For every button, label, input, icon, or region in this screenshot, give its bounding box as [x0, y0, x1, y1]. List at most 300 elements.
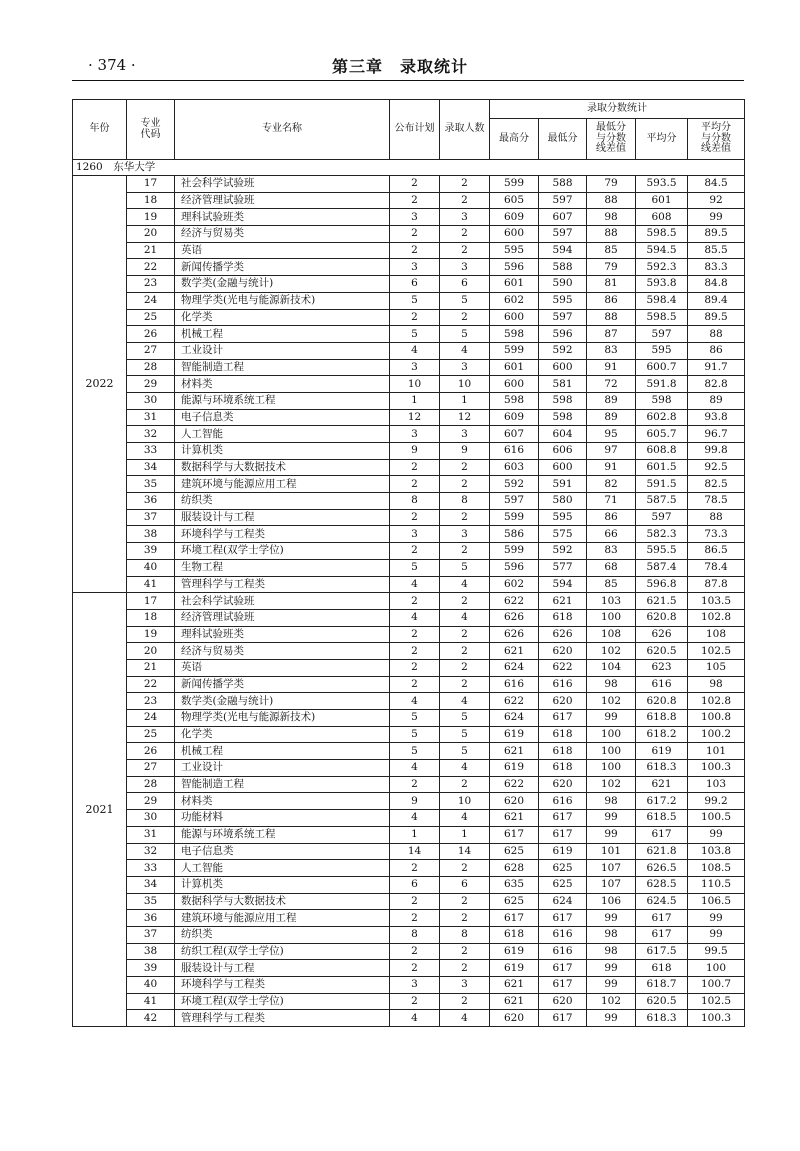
min-diff-cell: 79	[587, 176, 636, 193]
col-avg-diff: 平均分 与分数 线差值	[688, 119, 745, 160]
min-score-cell: 618	[539, 609, 587, 626]
max-score-cell: 586	[490, 526, 539, 543]
table-row	[73, 977, 745, 994]
table-row	[73, 943, 745, 960]
avg-diff-cell: 102.5	[688, 643, 745, 660]
code-cell: 34	[127, 876, 175, 893]
max-score-cell: 601	[490, 359, 539, 376]
code-cell: 26	[127, 743, 175, 760]
min-diff-cell: 83	[587, 342, 636, 359]
plan-cell: 1	[390, 826, 440, 843]
major-name-cell: 材料类	[175, 376, 390, 393]
plan-cell: 4	[390, 609, 440, 626]
code-cell: 23	[127, 693, 175, 710]
avg-score-cell: 620.8	[636, 609, 688, 626]
avg-score-cell: 616	[636, 676, 688, 693]
plan-cell: 2	[390, 893, 440, 910]
major-name-cell: 功能材料	[175, 810, 390, 827]
avg-diff-cell: 99	[688, 926, 745, 943]
max-score-cell: 600	[490, 309, 539, 326]
code-cell: 31	[127, 409, 175, 426]
avg-score-cell: 617.5	[636, 943, 688, 960]
avg-score-cell: 618.3	[636, 760, 688, 777]
avg-diff-cell: 100.5	[688, 810, 745, 827]
major-name-cell: 数学类(金融与统计)	[175, 276, 390, 293]
avg-diff-cell: 100.2	[688, 726, 745, 743]
avg-diff-cell: 99	[688, 209, 745, 226]
major-name-cell: 环境工程(双学士学位)	[175, 993, 390, 1010]
min-diff-cell: 98	[587, 209, 636, 226]
plan-cell: 4	[390, 342, 440, 359]
avg-diff-cell: 85.5	[688, 242, 745, 259]
max-score-cell: 635	[490, 876, 539, 893]
code-cell: 18	[127, 192, 175, 209]
min-diff-cell: 102	[587, 643, 636, 660]
min-diff-cell: 85	[587, 242, 636, 259]
table-row	[73, 710, 745, 727]
plan-cell: 9	[390, 443, 440, 460]
min-diff-cell: 99	[587, 977, 636, 994]
avg-diff-cell: 73.3	[688, 526, 745, 543]
avg-diff-cell: 87.8	[688, 576, 745, 593]
avg-score-cell: 621.8	[636, 843, 688, 860]
major-name-cell: 生物工程	[175, 559, 390, 576]
max-score-cell: 600	[490, 376, 539, 393]
max-score-cell: 616	[490, 676, 539, 693]
avg-diff-cell: 78.4	[688, 559, 745, 576]
plan-cell: 5	[390, 559, 440, 576]
major-name-cell: 纺织工程(双学士学位)	[175, 943, 390, 960]
major-name-cell: 数据科学与大数据技术	[175, 893, 390, 910]
admitted-cell: 5	[440, 743, 490, 760]
plan-cell: 2	[390, 676, 440, 693]
avg-diff-cell: 78.5	[688, 493, 745, 510]
plan-cell: 4	[390, 810, 440, 827]
table-row	[73, 426, 745, 443]
min-diff-cell: 86	[587, 292, 636, 309]
avg-score-cell: 608	[636, 209, 688, 226]
major-name-cell: 智能制造工程	[175, 776, 390, 793]
max-score-cell: 596	[490, 259, 539, 276]
avg-diff-cell: 89.5	[688, 309, 745, 326]
code-cell: 18	[127, 609, 175, 626]
table-row	[73, 826, 745, 843]
admitted-cell: 12	[440, 409, 490, 426]
major-name-cell: 人工智能	[175, 426, 390, 443]
min-diff-cell: 86	[587, 509, 636, 526]
admission-score-table	[72, 99, 745, 1027]
avg-score-cell: 595	[636, 342, 688, 359]
min-diff-cell: 68	[587, 559, 636, 576]
major-name-cell: 物理学类(光电与能源新技术)	[175, 292, 390, 309]
code-cell: 22	[127, 676, 175, 693]
col-code: 专业 代码	[127, 100, 175, 160]
min-score-cell: 577	[539, 559, 587, 576]
major-name-cell: 理科试验班类	[175, 209, 390, 226]
plan-cell: 4	[390, 760, 440, 777]
avg-diff-cell: 101	[688, 743, 745, 760]
plan-cell: 3	[390, 209, 440, 226]
max-score-cell: 624	[490, 659, 539, 676]
avg-score-cell: 619	[636, 743, 688, 760]
plan-cell: 2	[390, 309, 440, 326]
max-score-cell: 621	[490, 810, 539, 827]
code-cell: 20	[127, 643, 175, 660]
avg-score-cell: 591.5	[636, 476, 688, 493]
max-score-cell: 620	[490, 1010, 539, 1027]
admitted-cell: 4	[440, 1010, 490, 1027]
min-diff-cell: 87	[587, 326, 636, 343]
min-score-cell: 624	[539, 893, 587, 910]
table-row	[73, 609, 745, 626]
avg-score-cell: 628.5	[636, 876, 688, 893]
code-cell: 31	[127, 826, 175, 843]
plan-cell: 2	[390, 860, 440, 877]
min-diff-cell: 88	[587, 309, 636, 326]
plan-cell: 6	[390, 276, 440, 293]
min-diff-cell: 99	[587, 960, 636, 977]
table-row	[73, 209, 745, 226]
col-avg: 平均分	[636, 119, 688, 160]
min-score-cell: 597	[539, 309, 587, 326]
col-min-diff: 最低分 与分数 线差值	[587, 119, 636, 160]
admitted-cell: 6	[440, 276, 490, 293]
admitted-cell: 5	[440, 559, 490, 576]
max-score-cell: 598	[490, 392, 539, 409]
table-row	[73, 576, 745, 593]
admitted-cell: 5	[440, 710, 490, 727]
min-score-cell: 618	[539, 726, 587, 743]
max-score-cell: 619	[490, 726, 539, 743]
code-cell: 28	[127, 359, 175, 376]
min-score-cell: 617	[539, 960, 587, 977]
table-row	[73, 409, 745, 426]
max-score-cell: 599	[490, 176, 539, 193]
min-diff-cell: 100	[587, 609, 636, 626]
code-cell: 25	[127, 309, 175, 326]
plan-cell: 1	[390, 392, 440, 409]
avg-diff-cell: 93.8	[688, 409, 745, 426]
max-score-cell: 625	[490, 843, 539, 860]
col-admitted: 录取人数	[440, 100, 490, 160]
plan-cell: 3	[390, 259, 440, 276]
plan-cell: 2	[390, 943, 440, 960]
plan-cell: 4	[390, 693, 440, 710]
major-name-cell: 经济与贸易类	[175, 226, 390, 243]
min-diff-cell: 91	[587, 359, 636, 376]
table-row	[73, 459, 745, 476]
min-diff-cell: 95	[587, 426, 636, 443]
avg-diff-cell: 108	[688, 626, 745, 643]
code-cell: 32	[127, 426, 175, 443]
min-score-cell: 596	[539, 326, 587, 343]
min-score-cell: 617	[539, 977, 587, 994]
min-score-cell: 588	[539, 259, 587, 276]
code-cell: 41	[127, 576, 175, 593]
avg-score-cell: 595.5	[636, 543, 688, 560]
min-score-cell: 616	[539, 793, 587, 810]
avg-score-cell: 598	[636, 392, 688, 409]
code-cell: 37	[127, 926, 175, 943]
min-diff-cell: 98	[587, 676, 636, 693]
plan-cell: 2	[390, 543, 440, 560]
admitted-cell: 4	[440, 693, 490, 710]
admitted-cell: 2	[440, 593, 490, 610]
avg-diff-cell: 102.8	[688, 609, 745, 626]
min-score-cell: 620	[539, 693, 587, 710]
max-score-cell: 620	[490, 793, 539, 810]
avg-diff-cell: 99.2	[688, 793, 745, 810]
max-score-cell: 599	[490, 342, 539, 359]
avg-score-cell: 620.5	[636, 993, 688, 1010]
code-cell: 40	[127, 977, 175, 994]
table-row	[73, 326, 745, 343]
max-score-cell: 607	[490, 426, 539, 443]
code-cell: 34	[127, 459, 175, 476]
avg-score-cell: 596.8	[636, 576, 688, 593]
table-row	[73, 743, 745, 760]
admitted-cell: 4	[440, 342, 490, 359]
min-diff-cell: 101	[587, 843, 636, 860]
min-diff-cell: 100	[587, 726, 636, 743]
year-cell: 2021	[73, 593, 127, 1027]
avg-score-cell: 617	[636, 826, 688, 843]
avg-diff-cell: 86.5	[688, 543, 745, 560]
table-row	[73, 876, 745, 893]
major-name-cell: 智能制造工程	[175, 359, 390, 376]
major-name-cell: 经济管理试验班	[175, 192, 390, 209]
code-cell: 38	[127, 943, 175, 960]
avg-score-cell: 594.5	[636, 242, 688, 259]
min-diff-cell: 98	[587, 793, 636, 810]
admitted-cell: 2	[440, 659, 490, 676]
plan-cell: 9	[390, 793, 440, 810]
table-row	[73, 910, 745, 927]
table-row	[73, 860, 745, 877]
avg-score-cell: 592.3	[636, 259, 688, 276]
plan-cell: 10	[390, 376, 440, 393]
avg-score-cell: 587.5	[636, 493, 688, 510]
min-score-cell: 619	[539, 843, 587, 860]
avg-diff-cell: 88	[688, 509, 745, 526]
min-score-cell: 597	[539, 192, 587, 209]
table-row	[73, 559, 745, 576]
code-cell: 39	[127, 960, 175, 977]
avg-diff-cell: 82.8	[688, 376, 745, 393]
avg-diff-cell: 91.7	[688, 359, 745, 376]
min-score-cell: 588	[539, 176, 587, 193]
plan-cell: 4	[390, 576, 440, 593]
table-row	[73, 893, 745, 910]
code-cell: 29	[127, 376, 175, 393]
avg-diff-cell: 100.3	[688, 1010, 745, 1027]
code-cell: 39	[127, 543, 175, 560]
major-name-cell: 化学类	[175, 309, 390, 326]
plan-cell: 5	[390, 743, 440, 760]
max-score-cell: 599	[490, 543, 539, 560]
plan-cell: 3	[390, 526, 440, 543]
max-score-cell: 617	[490, 910, 539, 927]
admitted-cell: 4	[440, 576, 490, 593]
avg-diff-cell: 110.5	[688, 876, 745, 893]
avg-diff-cell: 88	[688, 326, 745, 343]
admitted-cell: 2	[440, 626, 490, 643]
min-diff-cell: 85	[587, 576, 636, 593]
min-score-cell: 590	[539, 276, 587, 293]
min-score-cell: 622	[539, 659, 587, 676]
major-name-cell: 能源与环境系统工程	[175, 826, 390, 843]
avg-score-cell: 600.7	[636, 359, 688, 376]
avg-diff-cell: 103.8	[688, 843, 745, 860]
admitted-cell: 4	[440, 760, 490, 777]
min-score-cell: 598	[539, 392, 587, 409]
min-score-cell: 616	[539, 926, 587, 943]
avg-score-cell: 597	[636, 509, 688, 526]
min-diff-cell: 99	[587, 710, 636, 727]
col-min: 最低分	[539, 119, 587, 160]
admitted-cell: 5	[440, 726, 490, 743]
min-score-cell: 595	[539, 292, 587, 309]
min-score-cell: 580	[539, 493, 587, 510]
col-score-group: 录取分数统计	[490, 100, 745, 119]
major-name-cell: 能源与环境系统工程	[175, 392, 390, 409]
table-row	[73, 676, 745, 693]
avg-score-cell: 626	[636, 626, 688, 643]
admitted-cell: 1	[440, 392, 490, 409]
major-name-cell: 社会科学试验班	[175, 176, 390, 193]
major-name-cell: 电子信息类	[175, 409, 390, 426]
avg-score-cell: 591.8	[636, 376, 688, 393]
chapter-title: 第三章 录取统计	[331, 57, 468, 76]
avg-diff-cell: 100.3	[688, 760, 745, 777]
plan-cell: 8	[390, 926, 440, 943]
code-cell: 27	[127, 342, 175, 359]
avg-diff-cell: 102.8	[688, 693, 745, 710]
plan-cell: 2	[390, 242, 440, 259]
avg-score-cell: 617.2	[636, 793, 688, 810]
code-cell: 26	[127, 326, 175, 343]
min-diff-cell: 83	[587, 543, 636, 560]
min-diff-cell: 107	[587, 876, 636, 893]
admitted-cell: 3	[440, 259, 490, 276]
code-cell: 36	[127, 493, 175, 510]
code-cell: 30	[127, 810, 175, 827]
min-score-cell: 626	[539, 626, 587, 643]
max-score-cell: 597	[490, 493, 539, 510]
admitted-cell: 5	[440, 326, 490, 343]
major-name-cell: 纺织类	[175, 926, 390, 943]
avg-diff-cell: 96.7	[688, 426, 745, 443]
col-year: 年份	[73, 100, 127, 160]
max-score-cell: 592	[490, 476, 539, 493]
min-score-cell: 620	[539, 643, 587, 660]
admitted-cell: 2	[440, 309, 490, 326]
table-row	[73, 242, 745, 259]
table-row	[73, 543, 745, 560]
avg-diff-cell: 82.5	[688, 476, 745, 493]
major-name-cell: 环境科学与工程类	[175, 977, 390, 994]
min-score-cell: 625	[539, 876, 587, 893]
avg-diff-cell: 99.8	[688, 443, 745, 460]
max-score-cell: 619	[490, 760, 539, 777]
admitted-cell: 9	[440, 443, 490, 460]
admitted-cell: 4	[440, 609, 490, 626]
admitted-cell: 2	[440, 910, 490, 927]
admitted-cell: 2	[440, 226, 490, 243]
min-score-cell: 616	[539, 676, 587, 693]
code-cell: 24	[127, 292, 175, 309]
avg-diff-cell: 99	[688, 910, 745, 927]
table-row	[73, 359, 745, 376]
table-row	[73, 593, 745, 610]
min-diff-cell: 106	[587, 893, 636, 910]
code-cell: 17	[127, 593, 175, 610]
major-name-cell: 工业设计	[175, 342, 390, 359]
min-diff-cell: 99	[587, 1010, 636, 1027]
major-name-cell: 机械工程	[175, 326, 390, 343]
admitted-cell: 5	[440, 292, 490, 309]
avg-score-cell: 618.2	[636, 726, 688, 743]
min-score-cell: 592	[539, 543, 587, 560]
min-diff-cell: 98	[587, 926, 636, 943]
code-cell: 30	[127, 392, 175, 409]
major-name-cell: 经济管理试验班	[175, 609, 390, 626]
code-cell: 35	[127, 893, 175, 910]
plan-cell: 5	[390, 326, 440, 343]
admitted-cell: 10	[440, 793, 490, 810]
max-score-cell: 618	[490, 926, 539, 943]
code-cell: 40	[127, 559, 175, 576]
avg-diff-cell: 103.5	[688, 593, 745, 610]
table-row	[73, 693, 745, 710]
major-name-cell: 环境科学与工程类	[175, 526, 390, 543]
major-name-cell: 工业设计	[175, 760, 390, 777]
code-cell: 42	[127, 1010, 175, 1027]
plan-cell: 2	[390, 509, 440, 526]
table-row	[73, 526, 745, 543]
min-score-cell: 606	[539, 443, 587, 460]
min-diff-cell: 71	[587, 493, 636, 510]
plan-cell: 2	[390, 226, 440, 243]
avg-score-cell: 597	[636, 326, 688, 343]
avg-score-cell: 621.5	[636, 593, 688, 610]
min-diff-cell: 88	[587, 226, 636, 243]
avg-diff-cell: 100	[688, 960, 745, 977]
table-row	[73, 476, 745, 493]
min-score-cell: 620	[539, 776, 587, 793]
table-row	[73, 443, 745, 460]
table-row	[73, 226, 745, 243]
admitted-cell: 2	[440, 643, 490, 660]
university-row: 1260 东华大学	[73, 160, 745, 176]
table-row	[73, 726, 745, 743]
table-row	[73, 292, 745, 309]
table-row	[73, 760, 745, 777]
max-score-cell: 599	[490, 509, 539, 526]
avg-diff-cell: 89	[688, 392, 745, 409]
max-score-cell: 622	[490, 776, 539, 793]
header-rule	[72, 80, 744, 81]
major-name-cell: 材料类	[175, 793, 390, 810]
min-score-cell: 617	[539, 826, 587, 843]
major-name-cell: 纺织类	[175, 493, 390, 510]
max-score-cell: 628	[490, 860, 539, 877]
avg-score-cell: 626.5	[636, 860, 688, 877]
plan-cell: 2	[390, 593, 440, 610]
plan-cell: 3	[390, 359, 440, 376]
table-row	[73, 643, 745, 660]
min-score-cell: 594	[539, 242, 587, 259]
